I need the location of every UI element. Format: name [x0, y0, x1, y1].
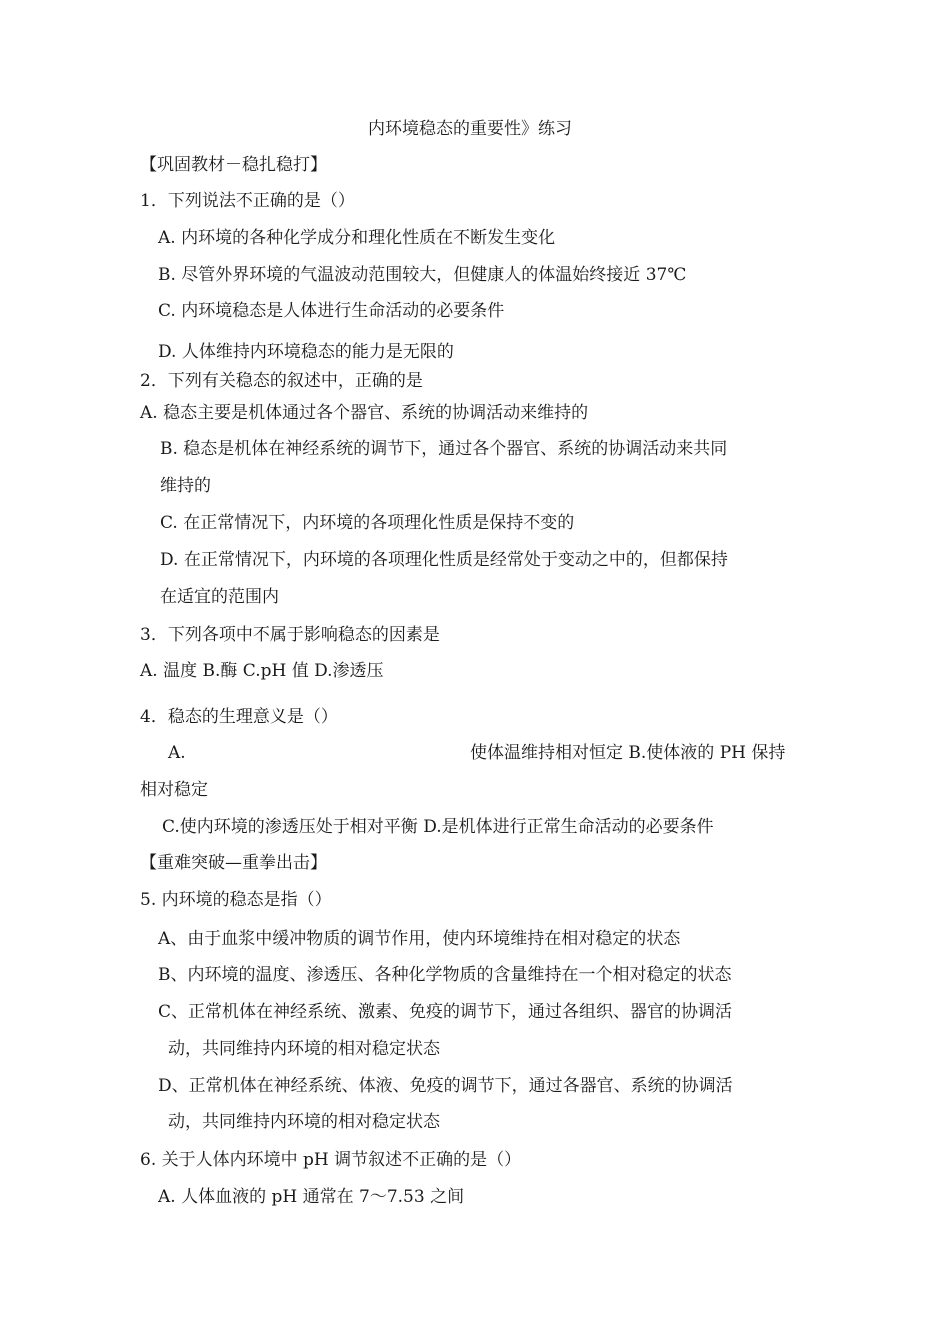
question-4-option-a-label: A. [168, 743, 186, 763]
question-2-option-d: D. 在正常情况下，内环境的各项理化性质是经常处于变动之中的，但都保持 [160, 550, 728, 570]
section-heading-consolidate: 【巩固教材－稳扎稳打】 [140, 155, 327, 175]
question-3-stem: 3．下列各项中不属于影响稳态的因素是 [140, 625, 440, 645]
question-4-option-c-d: C.使内环境的渗透压处于相对平衡 D.是机体进行正常生命活动的必要条件 [162, 817, 714, 837]
question-2-option-b: B. 稳态是机体在神经系统的调节下，通过各个器官、系统的协调活动来共同 [160, 439, 728, 459]
question-5-option-a: A、由于血浆中缓冲物质的调节作用，使内环境维持在相对稳定的状态 [158, 929, 681, 949]
question-6-option-a: A. 人体血液的 pH 通常在 7～7.53 之间 [158, 1187, 465, 1207]
question-5-stem: 5. 内环境的稳态是指（） [140, 890, 332, 910]
question-2-option-b-continued: 维持的 [160, 476, 211, 496]
question-2-option-a: A. 稳态主要是机体通过各个器官、系统的协调活动来维持的 [140, 403, 589, 423]
question-2-stem: 2．下列有关稳态的叙述中，正确的是 [140, 371, 423, 391]
question-5-option-b: B、内环境的温度、渗透压、各种化学物质的含量维持在一个相对稳定的状态 [158, 965, 732, 985]
question-5-option-d-continued: 动，共同维持内环境的相对稳定状态 [168, 1112, 440, 1132]
question-1-stem: 1．下列说法不正确的是（） [140, 191, 355, 211]
question-2-option-c: C. 在正常情况下，内环境的各项理化性质是保持不变的 [160, 513, 575, 533]
question-2-option-d-continued: 在适宜的范围内 [160, 587, 279, 607]
question-3-options: A. 温度 B.酶 C.pH 值 D.渗透压 [140, 661, 384, 681]
question-4-option-a-b: 使体温维持相对恒定 B.使体液的 PH 保持 [470, 743, 786, 763]
question-6-stem: 6. 关于人体内环境中 pH 调节叙述不正确的是（） [140, 1150, 522, 1170]
question-4-option-b-continued: 相对稳定 [140, 780, 208, 800]
question-1-option-d: D. 人体维持内环境稳态的能力是无限的 [158, 342, 454, 362]
question-5-option-c-continued: 动，共同维持内环境的相对稳定状态 [168, 1039, 440, 1059]
question-5-option-d: D、正常机体在神经系统、体液、免疫的调节下，通过各器官、系统的协调活 [158, 1076, 733, 1096]
question-1-option-b: B. 尽管外界环境的气温波动范围较大，但健康人的体温始终接近 37℃ [158, 265, 687, 285]
section-heading-breakthrough: 【重难突破—重拳出击】 [140, 853, 327, 873]
question-4-stem: 4．稳态的生理意义是（） [140, 707, 338, 727]
question-5-option-c: C、正常机体在神经系统、激素、免疫的调节下，通过各组织、器官的协调活 [158, 1002, 733, 1022]
question-1-option-c: C. 内环境稳态是人体进行生命活动的必要条件 [158, 301, 505, 321]
question-1-option-a: A. 内环境的各种化学成分和理化性质在不断发生变化 [158, 228, 556, 248]
document-title: 内环境稳态的重要性》练习 [368, 119, 572, 139]
